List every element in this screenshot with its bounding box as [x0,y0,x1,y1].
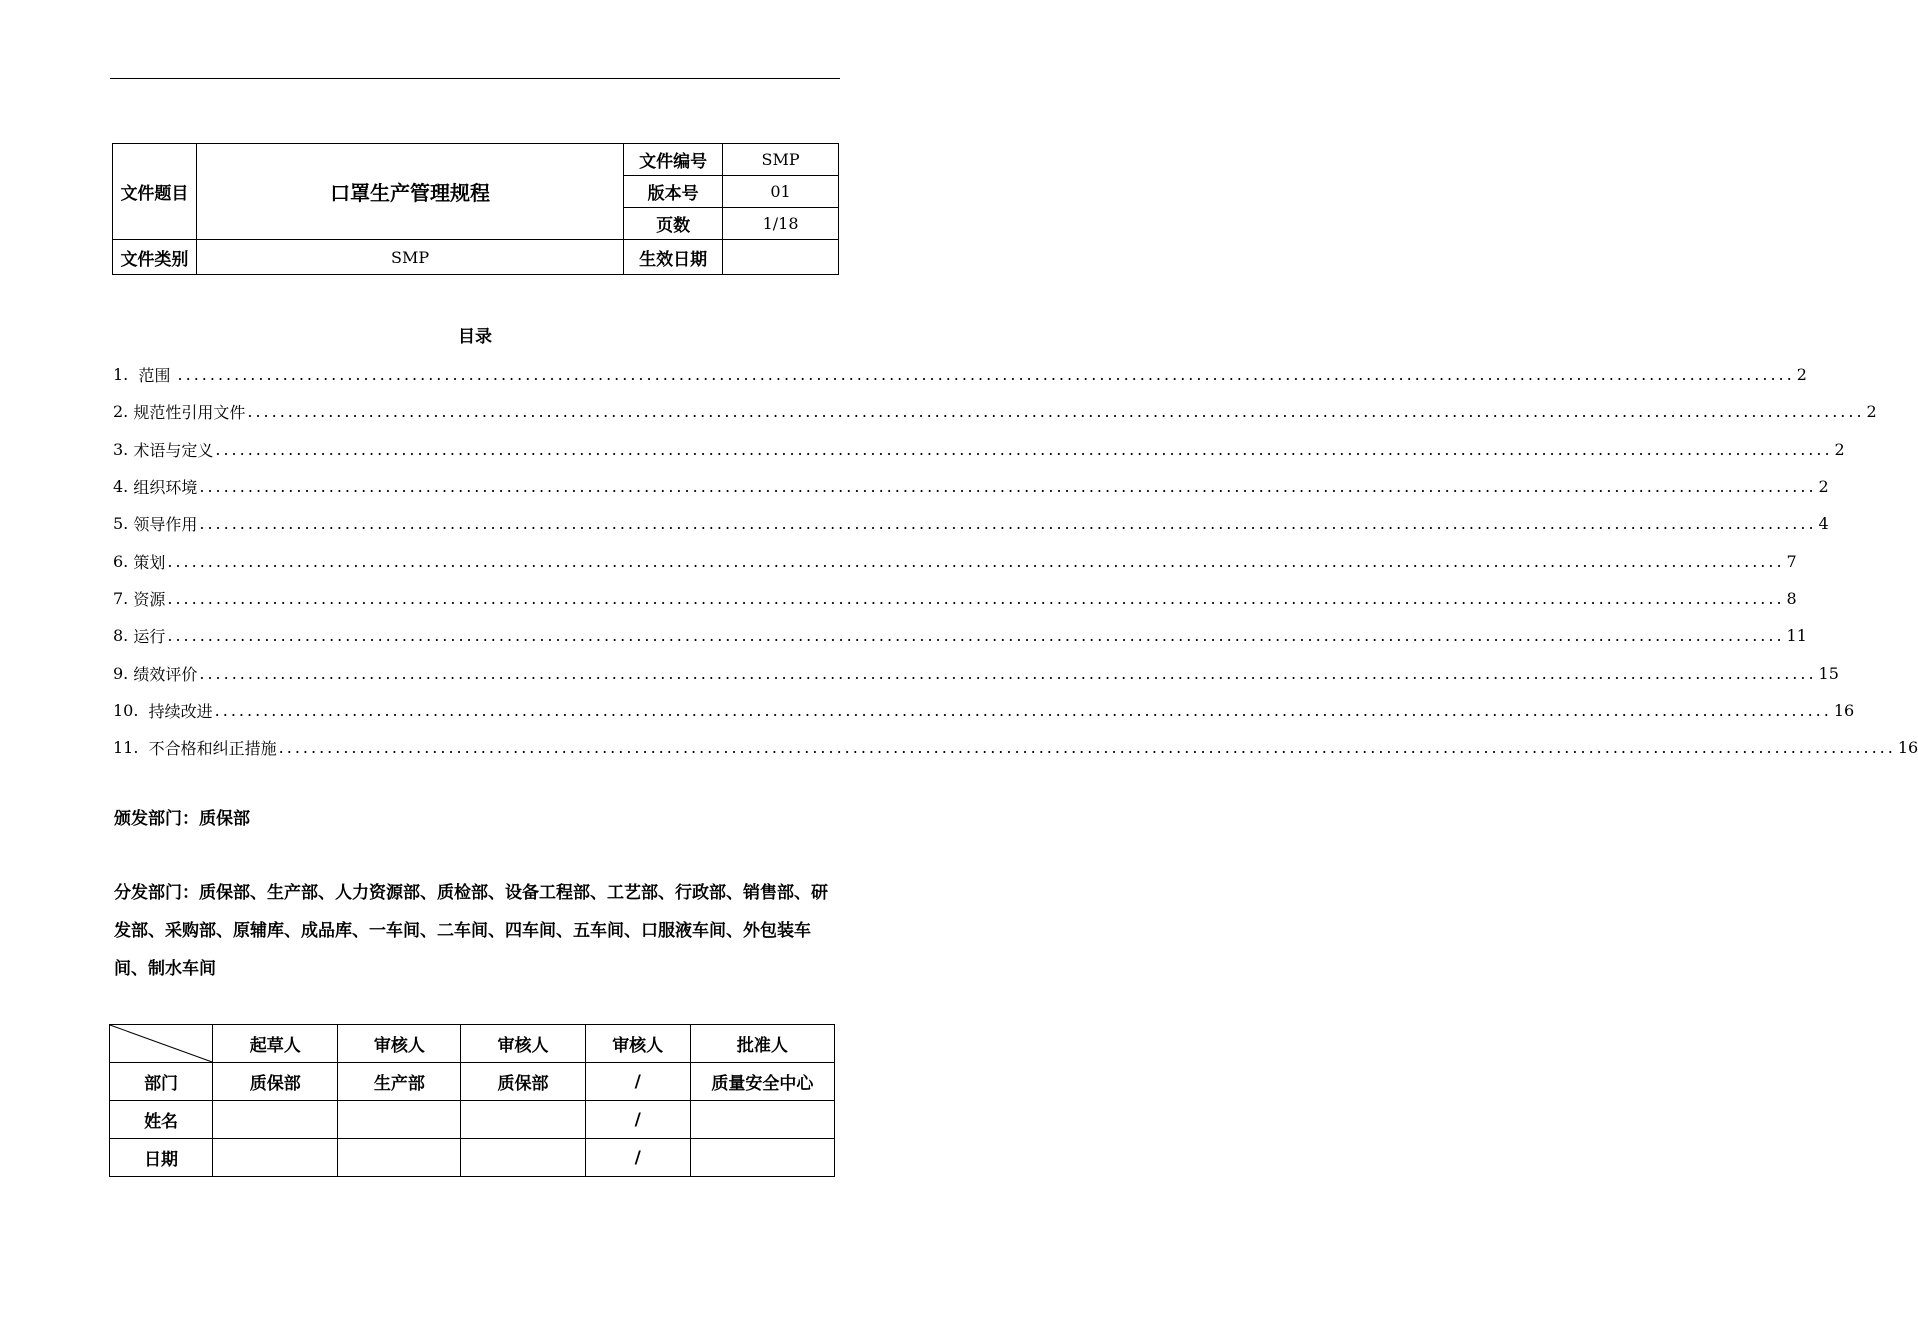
sign-cell [213,1101,338,1139]
toc-item-label: 运行 [128,627,166,647]
diagonal-header-cell [110,1025,213,1063]
toc-item-label: 绩效评价 [128,664,198,684]
toc-dot-leader: ........................................................................................................................................................................................................ [199,663,1817,683]
toc-dot-leader: ........................................................................................................................................................................................................ [177,365,1795,385]
toc-item-label: 范围 [128,366,176,386]
toc-item-number: 11. [113,738,139,758]
toc-item[interactable] [113,431,1845,468]
toc-item-page: 8 [1786,588,1797,608]
toc-dot-leader: ........................................................................................................................................................................................................ [215,439,1833,459]
sign-cell: 质保部 [461,1063,585,1101]
toc-item-label: 领导作用 [128,515,198,535]
toc-item-number: 3. [113,439,129,459]
doc-no-label: 文件编号 [624,144,723,176]
toc-item-page: 2 [1796,365,1807,385]
toc-item-number: 2. [113,402,129,422]
distribution-departments: 分发部门：质保部、生产部、人力资源部、质检部、设备工程部、工艺部、行政部、销售部、研发部、采购部、原辅库、成品库、一车间、二车间、四车间、五车间、口服液车间、外包装车间、制水车间 [114,883,828,979]
toc-item-page: 7 [1786,551,1797,571]
toc-item-number: 4. [113,477,129,497]
toc-item-page: 4 [1818,514,1829,534]
toc-item-number: 5. [113,514,129,534]
sign-cell: 生产部 [338,1063,461,1101]
sign-cell: 质量安全中心 [690,1063,834,1101]
sign-cell [213,1139,338,1177]
pages: 1/18 [723,208,839,240]
sign-cell [338,1101,461,1139]
version: 01 [723,176,839,208]
sign-cell [461,1101,585,1139]
header-rule [110,78,840,79]
toc-item-page: 11 [1786,626,1807,646]
table-of-contents [113,356,1918,766]
doc-title-label: 文件题目 [113,144,197,240]
sign-header: 审核人 [338,1025,461,1063]
version-label: 版本号 [624,176,723,208]
toc-item[interactable] [113,729,1918,766]
toc-item-page: 15 [1818,663,1839,683]
toc-dot-leader: ........................................................................................................................................................................................................ [278,738,1896,758]
sign-header: 审核人 [585,1025,690,1063]
toc-item[interactable] [113,356,1807,393]
toc-dot-leader: ........................................................................................................................................................................................................ [199,477,1817,497]
toc-item[interactable] [113,468,1829,505]
toc-item-page: 16 [1833,700,1855,720]
toc-item-number: 9. [113,663,129,683]
toc-item-label: 组织环境 [128,478,198,498]
toc-item-label: 规范性引用文件 [128,403,246,423]
issue-department: 颁发部门：质保部 [114,809,250,829]
row-label: 姓名 [110,1101,213,1139]
sign-cell: / [585,1139,690,1177]
sign-cell [338,1139,461,1177]
toc-item-label: 资源 [128,589,166,609]
toc-item[interactable] [113,654,1839,691]
table-row [110,1139,835,1177]
sign-cell [690,1101,834,1139]
table-row [110,1101,835,1139]
toc-item-label: 持续改进 [138,701,213,721]
sign-header: 批准人 [690,1025,834,1063]
toc-item-label: 术语与定义 [128,440,214,460]
toc-dot-leader: ........................................................................................................................................................................................................ [247,402,1865,422]
doc-no: SMP [723,144,839,176]
toc-item-page: 2 [1818,477,1829,497]
effective-label: 生效日期 [624,240,723,275]
category: SMP [196,240,623,275]
toc-item[interactable] [113,393,1877,430]
toc-dot-leader: ........................................................................................................................................................................................................ [214,700,1832,720]
toc-dot-leader: ........................................................................................................................................................................................................ [199,514,1817,534]
sign-cell: 质保部 [213,1063,338,1101]
diagonal-line-icon [110,1025,212,1062]
doc-title: 口罩生产管理规程 [196,144,623,240]
category-label: 文件类别 [113,240,197,275]
toc-item-number: 7. [113,588,129,608]
table-row [110,1063,835,1101]
sign-header: 起草人 [213,1025,338,1063]
toc-item-number: 8. [113,626,129,646]
toc-item-page: 2 [1866,402,1877,422]
sign-cell [461,1139,585,1177]
toc-item-number: 10. [113,700,139,720]
toc-dot-leader: ........................................................................................................................................................................................................ [167,588,1785,608]
row-label: 部门 [110,1063,213,1101]
toc-dot-leader: ........................................................................................................................................................................................................ [167,626,1785,646]
toc-dot-leader: ........................................................................................................................................................................................................ [167,551,1785,571]
pages-label: 页数 [624,208,723,240]
toc-item-label: 策划 [128,552,166,572]
toc-item-page: 2 [1834,439,1845,459]
toc-item-number: 6. [113,551,129,571]
row-label: 日期 [110,1139,213,1177]
toc-item[interactable] [113,617,1807,654]
sign-header: 审核人 [461,1025,585,1063]
toc-item[interactable] [113,505,1829,542]
toc-item-label: 不合格和纠正措施 [138,739,277,759]
toc-item-number: 1. [113,365,129,385]
sign-cell: / [585,1101,690,1139]
effective-date [723,240,839,275]
toc-item[interactable] [113,580,1797,617]
toc-item[interactable] [113,692,1855,729]
document-header-table [112,143,839,275]
toc-title: 目录 [458,327,492,347]
signature-table [109,1024,835,1177]
toc-item-page: 16 [1897,738,1918,758]
toc-item[interactable] [113,542,1797,579]
sign-cell: / [585,1063,690,1101]
sign-cell [690,1139,834,1177]
